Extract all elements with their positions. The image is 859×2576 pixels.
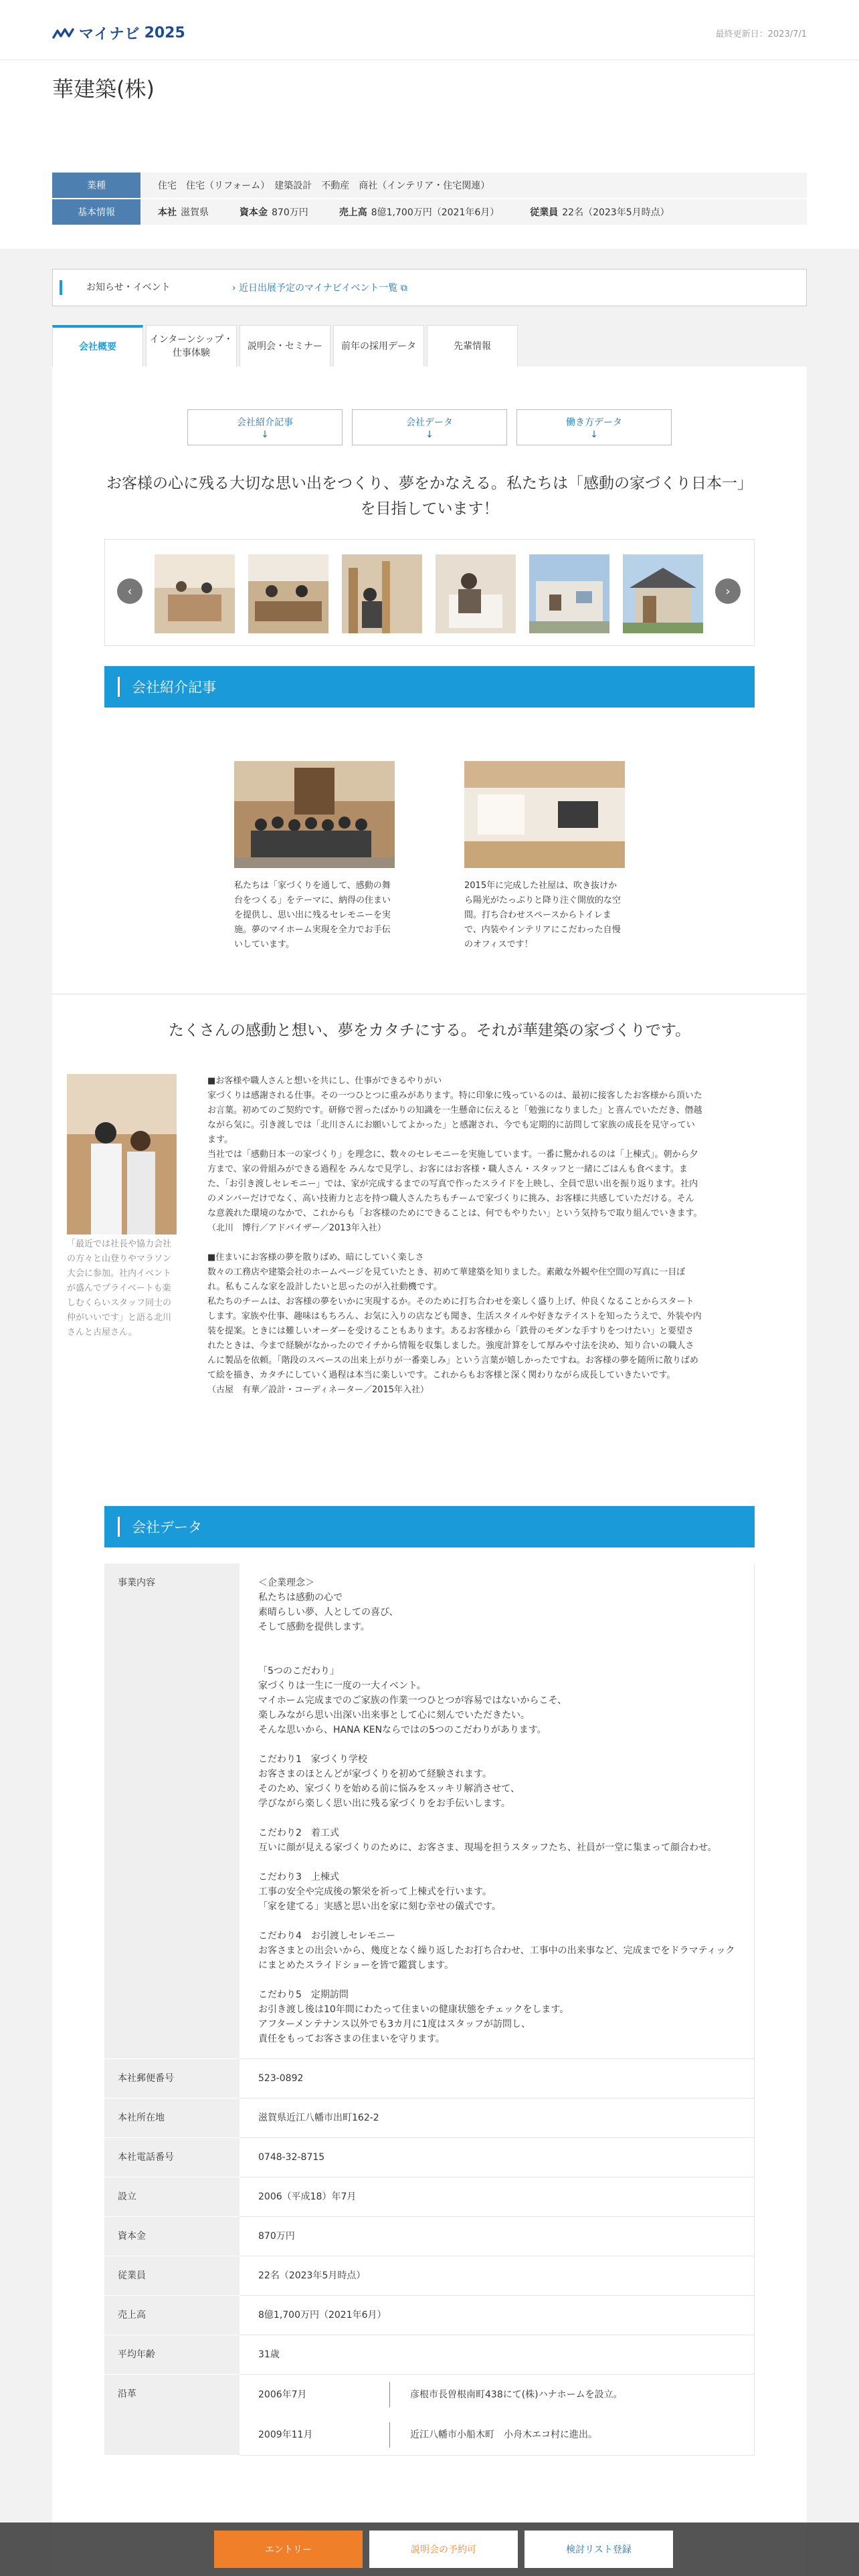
data-value-postal: 523-0892	[240, 2059, 755, 2099]
table-row	[104, 2296, 755, 2335]
data-label-phone: 本社電話番号	[104, 2138, 240, 2177]
history-text: 近江八幡市小船木町 小舟木エコ村に進出。	[410, 2430, 597, 2440]
carousel-photo-exterior[interactable]	[529, 554, 609, 633]
basic-info-row	[52, 199, 807, 225]
add-to-list-button[interactable]: 検討リスト登録	[524, 2531, 673, 2568]
section-header-company-data	[104, 1506, 755, 1547]
carousel-photo-house[interactable]	[623, 554, 703, 633]
article-photo-staff	[234, 761, 395, 868]
data-label-avg-age: 平均年齢	[104, 2335, 240, 2375]
event-list-link-text: 近日出展予定のマイナビイベント一覧	[239, 283, 398, 294]
catch-copy-2: たくさんの感動と想い、夢をカタチにする。それが華建築の家づくりです。	[168, 1022, 691, 1039]
data-label-postal: 本社郵便番号	[104, 2059, 240, 2099]
data-label-founded: 設立	[104, 2177, 240, 2217]
data-value-founded: 2006（平成18）年7月	[240, 2177, 755, 2217]
data-value-capital: 870万円	[240, 2217, 755, 2256]
arrow-down-icon: ↓	[261, 429, 269, 440]
employees-label: 従業員	[530, 207, 559, 218]
section-bar	[118, 1517, 120, 1537]
news-bar	[52, 269, 807, 306]
jump-workstyle-button[interactable]	[516, 409, 672, 445]
data-value-employees: 22名（2023年5月時点）	[240, 2256, 755, 2296]
entry-button[interactable]: エントリー	[214, 2531, 363, 2568]
capital-label: 資本金	[240, 207, 268, 218]
table-row	[104, 2059, 755, 2099]
table-row	[104, 1564, 755, 2059]
history-date: 2009年11月	[258, 2430, 313, 2440]
sales-value: 8億1,700万円（2021年6月）	[371, 207, 500, 218]
company-summary-table	[52, 173, 807, 226]
jump-workstyle-label: 働き方データ	[566, 417, 622, 428]
company-name: 華建築(株)	[52, 76, 155, 102]
table-row	[104, 2256, 755, 2296]
history-date: 2006年7月	[258, 2389, 307, 2400]
tab-senior-info[interactable]: 先輩情報	[427, 325, 518, 366]
jump-article-button[interactable]	[187, 409, 343, 445]
carousel-photo-workshop[interactable]	[436, 554, 516, 633]
external-link-icon: ⧉	[397, 283, 407, 294]
data-label-business: 事業内容	[104, 1564, 240, 2059]
company-data-table	[104, 1564, 755, 2456]
capital-value: 870万円	[272, 207, 308, 218]
tab-company-overview[interactable]: 会社概要	[52, 325, 143, 366]
article-text-2: 2015年に完成した社屋は、吹き抜けから陽光がたっぷりと降り注ぐ開放的な空間。打ち合わせスペースからトイレまで、内装やインテリアにこだわった自慢のオフィスです！	[464, 881, 622, 950]
industry-row	[52, 173, 807, 198]
chevron-right-icon: ›	[232, 283, 240, 294]
employees-group	[530, 205, 669, 219]
history-text: 彦根市長曽根南町438にて(株)ハナホームを設立。	[410, 2389, 623, 2400]
table-row	[104, 2217, 755, 2256]
table-row	[104, 2375, 755, 2456]
photo-caption: 「最近では社長や協力会社の方々と山登りやマラソン大会に参加。社内イベントが盛んでプライベートも楽しむくらいスタッフ同士の仲がいいです」と語る北川さんと古屋さん。	[67, 1239, 172, 1337]
jump-company-data-button[interactable]	[352, 409, 507, 445]
article-photo-office	[464, 761, 625, 868]
history-divider	[389, 2422, 390, 2448]
logo-text: マイナビ	[79, 26, 140, 43]
section-header-article	[104, 666, 755, 708]
basic-info-value	[140, 199, 807, 225]
logo-year: 2025	[144, 25, 185, 41]
seminar-reserve-button[interactable]: 説明会の予約可	[369, 2531, 518, 2568]
news-label: お知らせ・イベント	[60, 280, 211, 295]
table-row	[104, 2099, 755, 2138]
section-title-company-data: 会社データ	[132, 1519, 202, 1535]
table-row	[104, 2138, 755, 2177]
sales-group	[339, 205, 500, 219]
data-label-address: 本社所在地	[104, 2099, 240, 2138]
basic-info-label: 基本情報	[52, 199, 140, 225]
history-item	[258, 2375, 735, 2415]
industry-label: 業種	[52, 173, 140, 198]
data-label-employees: 従業員	[104, 2256, 240, 2296]
section-title-article: 会社紹介記事	[132, 679, 216, 695]
jump-company-data-label: 会社データ	[406, 417, 453, 428]
data-label-capital: 資本金	[104, 2217, 240, 2256]
company-tabs	[52, 325, 518, 366]
data-value-address: 滋賀県近江八幡市出町162-2	[240, 2099, 755, 2138]
hq-label: 本社	[158, 207, 177, 218]
sales-label: 売上高	[339, 207, 367, 218]
hq-value: 滋賀県	[181, 207, 209, 218]
arrow-down-icon: ↓	[425, 429, 434, 440]
history-divider	[389, 2382, 390, 2407]
data-value-phone: 0748-32-8715	[240, 2138, 755, 2177]
data-value-avg-age: 31歳	[240, 2335, 755, 2375]
article-text-1: 私たちは「家づくりを通して、感動の舞台をつくる」をテーマに、納得の住まいを提供し、思い出に残るセレモニーを実施。夢のマイホーム実現を全力でお手伝いしています。	[234, 881, 391, 950]
carousel-prev-button[interactable]: ‹	[117, 578, 142, 604]
carousel-photo-meeting[interactable]	[248, 554, 328, 633]
section-bar	[118, 677, 120, 697]
capital-group	[240, 205, 308, 219]
arrow-down-icon: ↓	[590, 429, 598, 440]
mynavi-logo[interactable]	[52, 23, 185, 43]
data-value-history	[240, 2375, 755, 2456]
tab-internship[interactable]: インターンシップ・ 仕事体験	[146, 325, 237, 366]
mynavi-logo-icon	[52, 27, 75, 40]
catch-copy: お客様の心に残る大切な思い出をつくり、夢をかなえる。私たちは「感動の家づくり日本一」を目指しています！	[106, 475, 753, 518]
data-value-sales: 8億1,700万円（2021年6月）	[240, 2296, 755, 2335]
industry-value: 住宅 住宅（リフォーム） 建築設計 不動産 商社（インテリア・住宅関連）	[140, 173, 807, 198]
photo-carousel	[104, 539, 755, 646]
table-row	[104, 2177, 755, 2217]
carousel-photo-construction[interactable]	[342, 554, 422, 633]
staff-portrait-photo	[67, 1074, 177, 1235]
data-value-business: ＜企業理念＞ 私たちは感動の心で 素晴らしい夢、人としての喜び、 そして感動を提供します。 「5つのこだわり」 家づくりは一生に一度の一大イベント。 マイホーム完成までのご家族の作業一つひとつが容易ではないからこそ、 楽しみながら思い出深い出来事として心に刻んでいただきたい。 そんな思いから、HANA KENならではの5つのこだわりがあります。 こだわり1 家づくり学校 お客さまのほとんどが家づくりを初めて経験されます。 そのため、家づくりを始める前に悩みをスッキリ解消させて、 学びながら楽しく思い出に残る家づくりをお手伝いします。 こだわり2 着工式 互いに顔が見える家づくりのために、お客さま、現場を担うスタッフたち、社員が一堂に集まって顔合わせ。 こだわり3 上棟式 工事の安全や完成後の繁栄を祈って上棟式を行います。 「家を建てる」実感と思い出を家に刻む幸せの儀式です。 こだわり4 お引渡しセレモニー お客さまとの出会いから、幾度となく繰り返したお打ち合わせ、工事中の出来事など、完成までをドラマティックにまとめたスライドショーを皆で鑑賞します。 こだわり5 定期訪問 お引き渡し後は10年間にわたって住まいの健康状態をチェックをします。 アフターメンテナンス以外でも3カ月に1度はスタッフが訪問し、 責任をもってお客さまの住まいを守ります。	[240, 1564, 755, 2059]
data-label-history: 沿革	[104, 2375, 240, 2456]
bottom-action-bar	[0, 2523, 859, 2576]
carousel-next-button[interactable]: ›	[715, 578, 741, 604]
site-header	[0, 0, 859, 60]
hq-group	[158, 205, 209, 219]
jump-article-label: 会社紹介記事	[237, 417, 293, 428]
event-list-link[interactable]	[211, 281, 407, 294]
main-content	[52, 366, 807, 2576]
last-updated: 最終更新日：2023/7/1	[715, 29, 807, 39]
tab-seminar[interactable]: 説明会・セミナー	[240, 325, 330, 366]
table-row	[104, 2335, 755, 2375]
history-item	[258, 2415, 735, 2455]
data-label-sales: 売上高	[104, 2296, 240, 2335]
interview-text: ■お客様や職人さんと想いを共にし、仕事ができるやりがい 家づくりは感謝される仕事。その一つひとつに重みがあります。特に印象に残っているのは、最初に接客したお客様から頂いたお言葉。初めてのご契約です。研修で習ったばかりの知識を一生懸命に伝えると「勉強になりました」と喜んでいただき、僭越ながら気に。引き渡しでは「北川さんにお願いしてよかった」と感謝され、今でも定期的に訪問して家族の成長を見守っています。 当社では「感動日本一の家づくり」を理念に、数々のセレモニーを実施しています。一番に驚かれるのは「上棟式」。朝から夕方まで、家の骨組みができる過程を みんなで見学し、お客にはお客様・職人さん・スタッフと一緒にごはんも食べます。また、「お引き渡しセレモニー」では、家が完成するまでの写真で作ったスライドを上映し、全員で思い出を振り返ります。社内のメンバーだけでなく、高い技術力と志を持つ職人さんたちもチームで家づくりに挑み、お客様に共感していただける。そんな意義れた環境のなかで、これからも「お客様のためにできることは、何でもやりたい」という気持ちで取り組んでいきます。 （北川 博行／アドバイザー／2013年入社） ■住まいにお客様の夢を散りばめ、暗にしていく楽しさ 数々の工務店や建築会社のホームページを見ていたとき、初めて華建築を知りました。素敵な外観や住空間の写真に一目ぼれ。私もこんな家を設計したいと思ったのが入社動機です。 私たちのチームは、お客様の夢をいかに実現するか。そのために打ち合わせを楽しく盛り上げ、仲良くなることからスタートします。家族や仕事、趣味はもちろん、お気に入りの店なども聞き、生活スタイルや好きなテイストを知ったうえで、外装や内装を提案。ときには難しいオーダーを受けることもあります。あるお客様から「鉄骨のモダンな手すりをつけたい」と要望されたときは、今まで経験がなかったのでイチから情報を収集しました。強度計算をして厚みや寸法を決め、知り合いの職人さんに製品を依頼。「階段のスペースの出来上がりが一番楽しみ」という言葉が嬉しかったですね。お客様の夢を随所に散りばめて絵を描き、カタチにしていく過程は本当に楽しいです。これからもお客様と深く関わりながら成長していきたいです。 （古屋 有華／設計・コーディネーター／2015年入社）	[207, 1076, 702, 1395]
employees-value: 22名（2023年5月時点）	[562, 207, 670, 218]
tab-recruitment-data[interactable]: 前年の採用データ	[333, 325, 424, 366]
carousel-photo-office[interactable]	[155, 554, 235, 633]
